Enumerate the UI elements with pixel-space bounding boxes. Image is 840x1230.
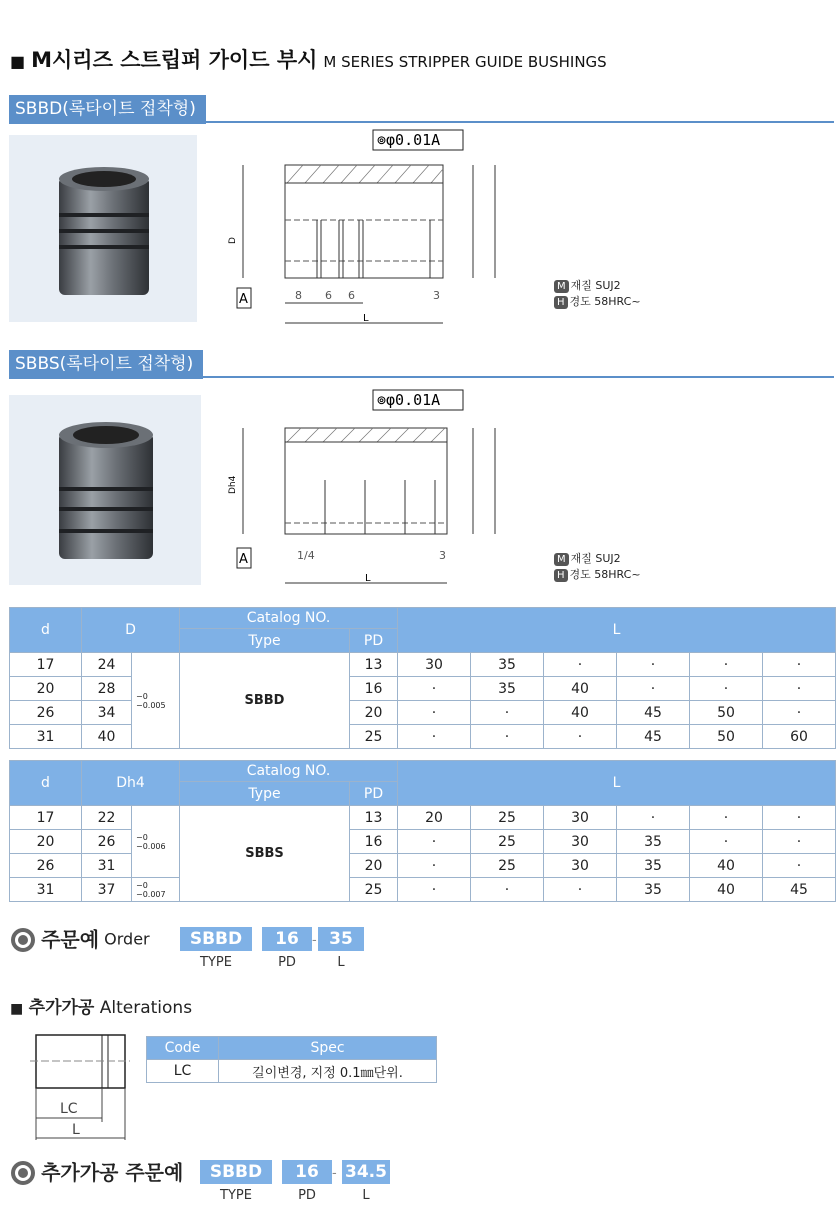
table-cell: ·	[617, 653, 690, 677]
table-cell: 40	[82, 725, 132, 749]
svg-text:L: L	[72, 1122, 80, 1138]
section-divider	[9, 121, 834, 123]
order-code: SBBD 16 - 35	[180, 927, 364, 951]
spec-table-sbbd	[9, 607, 836, 749]
drawing-sbbs	[225, 385, 555, 595]
table-cell: 45	[763, 878, 836, 902]
table-cell: ·	[398, 854, 471, 878]
dim-chamfer: 3	[439, 549, 446, 562]
alt-order-label: 추가가공 주문예	[10, 1158, 183, 1186]
header-catalog: Catalog NO.	[180, 761, 398, 782]
table-cell: 16	[350, 677, 398, 701]
material-badge: M	[554, 553, 569, 566]
table-cell: ·	[617, 806, 690, 830]
table-cell: 30	[398, 653, 471, 677]
header-catalog: Catalog NO.	[180, 608, 398, 629]
table-cell: ·	[690, 806, 763, 830]
table-cell: 16	[350, 830, 398, 854]
header-pd: PD	[350, 629, 398, 653]
table-cell: 28	[82, 677, 132, 701]
table-cell: 37	[82, 878, 132, 902]
table-cell: 22	[82, 806, 132, 830]
table-cell: ·	[763, 854, 836, 878]
hardness-badge: H	[554, 569, 568, 582]
header-spec: Spec	[219, 1037, 437, 1060]
table-cell: ·	[690, 653, 763, 677]
table-cell: ·	[398, 878, 471, 902]
section-divider	[9, 376, 834, 378]
table-cell: 17	[10, 806, 82, 830]
table-cell: LC	[147, 1060, 219, 1083]
table-cell: 20	[10, 830, 82, 854]
alterations-title: ■ 추가가공 Alterations	[10, 998, 193, 1018]
table-cell: 13	[350, 806, 398, 830]
header-D: D	[82, 608, 180, 653]
material-spec-sbbd: M 재질 SUJ2 H 경도 58HRC~	[554, 278, 641, 310]
table-cell: ·	[690, 830, 763, 854]
bushing-image	[9, 135, 197, 322]
dim-groove-2: 6	[325, 289, 332, 302]
table-cell: 50	[690, 701, 763, 725]
table-cell: 40	[690, 854, 763, 878]
caption-l: L	[362, 1188, 370, 1203]
bullet-square-icon: ■	[10, 52, 26, 71]
table-cell: 40	[544, 677, 617, 701]
product-photo-sbbd	[9, 135, 197, 322]
table-cell: ·	[398, 677, 471, 701]
svg-text:L: L	[363, 313, 369, 324]
caption-type: TYPE	[220, 1188, 252, 1203]
bullet-square-icon: ■	[10, 1001, 24, 1017]
table-cell: 20	[350, 854, 398, 878]
table-cell: 20	[398, 806, 471, 830]
table-cell: ·	[763, 830, 836, 854]
header-d: d	[10, 608, 82, 653]
hardness-badge: H	[554, 296, 568, 309]
material-badge: M	[554, 280, 569, 293]
header-type: Type	[180, 782, 350, 806]
header-Dh4: Dh4	[82, 761, 180, 806]
svg-text:L: L	[365, 573, 371, 584]
table-cell: 25	[350, 725, 398, 749]
header-pd: PD	[350, 782, 398, 806]
tolerance-cell: −0 −0.007	[132, 878, 180, 902]
caption-pd: PD	[278, 955, 296, 970]
table-cell: 25	[350, 878, 398, 902]
table-cell: 길이변경, 지정 0.1㎜단위.	[219, 1060, 437, 1083]
drawing-sbbd	[225, 125, 555, 335]
table-cell: ·	[544, 725, 617, 749]
svg-text:A: A	[239, 552, 248, 567]
table-cell: 20	[10, 677, 82, 701]
order-type-box: SBBD	[180, 927, 252, 951]
alterations-table	[146, 1036, 437, 1083]
caption-type: TYPE	[200, 955, 232, 970]
table-cell: ·	[471, 701, 544, 725]
table-cell: 31	[82, 854, 132, 878]
table-cell: 50	[690, 725, 763, 749]
svg-text:LC: LC	[60, 1101, 78, 1117]
tolerance-cell: −0 −0.006	[132, 806, 180, 878]
table-cell: 35	[617, 878, 690, 902]
table-cell: 25	[471, 854, 544, 878]
dim-groove-1: 8	[295, 289, 302, 302]
table-row	[10, 653, 836, 677]
table-cell: ·	[398, 830, 471, 854]
tolerance-cell: −0 −0.005	[132, 653, 180, 749]
alt-order-code: SBBD 16 - 34.5	[200, 1160, 390, 1184]
page-title-ko: M시리즈 스트립퍼 가이드 부시	[31, 48, 318, 72]
table-cell: 35	[471, 653, 544, 677]
table-cell: 26	[10, 854, 82, 878]
table-cell: ·	[763, 806, 836, 830]
table-cell: 26	[10, 701, 82, 725]
table-cell: 34	[82, 701, 132, 725]
table-cell: ·	[617, 677, 690, 701]
geometric-tolerance: ⊚φ0.01A	[377, 391, 441, 409]
header-L: L	[398, 761, 836, 806]
alt-order-pd-box: 16	[282, 1160, 332, 1184]
table-cell: 25	[471, 830, 544, 854]
table-cell: 31	[10, 878, 82, 902]
alt-order-l-box: 34.5	[342, 1160, 390, 1184]
dim-chamfer: 3	[433, 289, 440, 302]
table-cell: ·	[471, 878, 544, 902]
table-cell: 45	[617, 725, 690, 749]
order-gear-icon	[10, 927, 36, 953]
svg-text:A: A	[239, 292, 248, 307]
table-cell: 45	[617, 701, 690, 725]
table-cell: 40	[690, 878, 763, 902]
header-type: Type	[180, 629, 350, 653]
table-row	[10, 878, 836, 902]
table-cell: ·	[544, 878, 617, 902]
table-cell: 60	[763, 725, 836, 749]
table-cell: 35	[617, 854, 690, 878]
table-cell: 30	[544, 806, 617, 830]
table-cell: 17	[10, 653, 82, 677]
table-cell: 30	[544, 830, 617, 854]
caption-pd: PD	[298, 1188, 316, 1203]
table-cell: ·	[763, 701, 836, 725]
svg-text:Dh4: Dh4	[228, 475, 238, 494]
header-d: d	[10, 761, 82, 806]
alt-order-gear-icon	[10, 1160, 36, 1186]
svg-text:D: D	[228, 237, 238, 244]
section-tab-sbbs: SBBS(록타이트 접착형)	[9, 350, 203, 379]
table-cell: 25	[471, 806, 544, 830]
dim-quarter: 1/4	[297, 549, 315, 562]
table-cell: ·	[763, 677, 836, 701]
table-cell: 35	[471, 677, 544, 701]
table-cell: 20	[350, 701, 398, 725]
product-photo-sbbs	[9, 395, 201, 585]
page-title	[10, 44, 607, 74]
header-L: L	[398, 608, 836, 653]
table-cell: ·	[398, 701, 471, 725]
alteration-drawing	[30, 1030, 130, 1145]
table-cell: ·	[690, 677, 763, 701]
alt-order-type-box: SBBD	[200, 1160, 272, 1184]
section-tab-sbbd: SBBD(록타이트 접착형)	[9, 95, 206, 124]
table-cell: 30	[544, 854, 617, 878]
table-cell: 13	[350, 653, 398, 677]
table-cell: 31	[10, 725, 82, 749]
geometric-tolerance: ⊚φ0.01A	[377, 131, 441, 149]
table-row	[147, 1060, 437, 1083]
dim-groove-3: 6	[348, 289, 355, 302]
caption-l: L	[337, 955, 345, 970]
table-cell: 40	[544, 701, 617, 725]
header-code: Code	[147, 1037, 219, 1060]
table-cell: ·	[471, 725, 544, 749]
material-spec-sbbs: M 재질 SUJ2 H 경도 58HRC~	[554, 551, 641, 583]
table-cell: 24	[82, 653, 132, 677]
order-l-box: 35	[318, 927, 364, 951]
type-cell: SBBS	[180, 806, 350, 902]
table-row	[10, 806, 836, 830]
order-example-label: 주문예 Order	[10, 925, 150, 953]
table-cell: ·	[763, 653, 836, 677]
bushing-image	[9, 395, 201, 585]
table-cell: ·	[398, 725, 471, 749]
order-pd-box: 16	[262, 927, 312, 951]
table-cell: 35	[617, 830, 690, 854]
table-cell: ·	[544, 653, 617, 677]
type-cell: SBBD	[180, 653, 350, 749]
page-title-en: M SERIES STRIPPER GUIDE BUSHINGS	[323, 53, 607, 71]
table-cell: 26	[82, 830, 132, 854]
spec-table-sbbs	[9, 760, 836, 902]
